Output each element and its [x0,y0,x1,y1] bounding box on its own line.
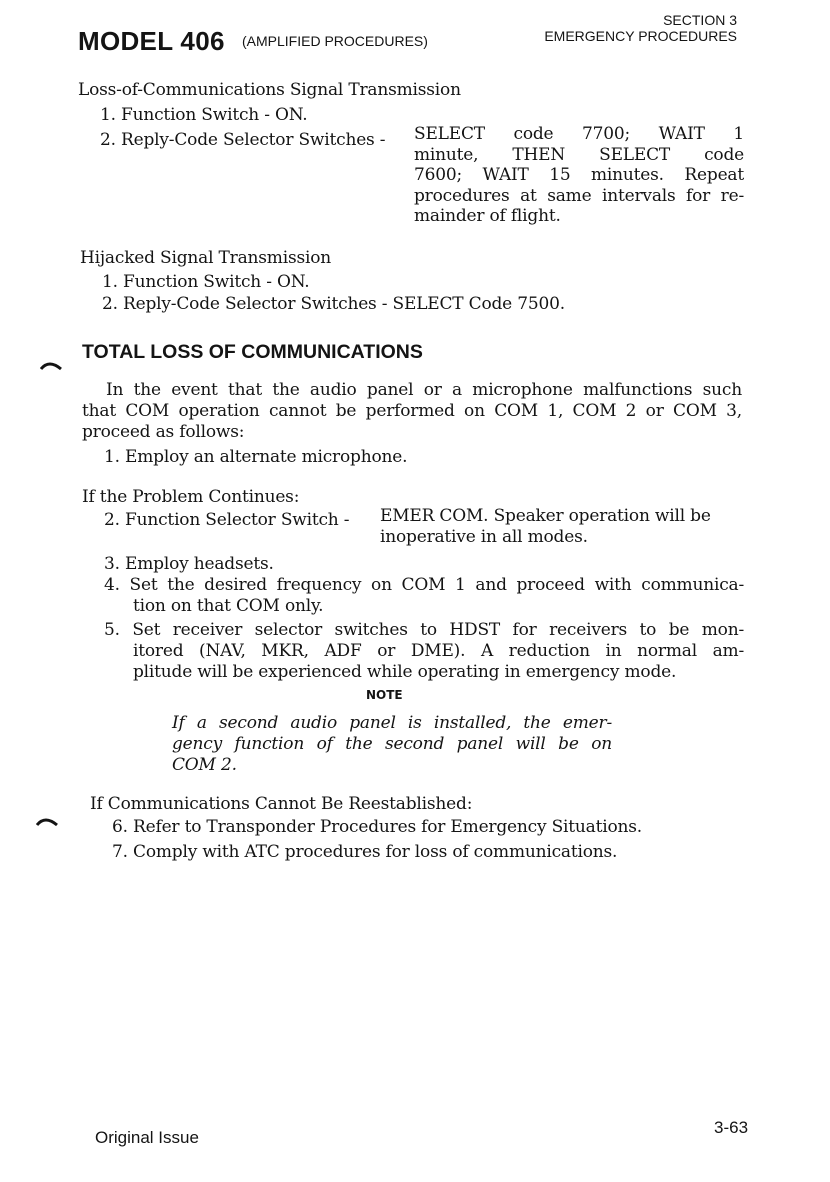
step-5-line: 5. Set receiver selector switches to HDST for receivers to be mon- [104,620,744,640]
total-loss-step-2-label: 2. Function Selector Switch - [104,510,350,530]
intro-line: In the event that the audio panel or a microphone malfunctions such [106,380,742,400]
section-title: EMERGENCY PROCEDURES [544,28,737,44]
loss-signal-step-2-line: procedures at same intervals for re- [414,185,744,206]
note-line: If a second audio panel is installed, the emer- [172,713,612,733]
step-5-line: plitude will be experienced while operating in emergency mode. [133,662,677,682]
page-number: 3-63 [714,1118,749,1137]
section-label [544,12,737,44]
amplified-procedures-label: (AMPLIFIED PROCEDURES) [242,33,428,49]
total-loss-step-5 [104,620,744,683]
total-loss-step-2-line-2: inoperative in all modes. [380,527,588,547]
step-4-line: tion on that COM only. [133,596,324,616]
total-loss-step-3: 3. Employ headsets. [104,554,274,574]
hijack-step-2: 2. Reply-Code Selector Switches - SELECT Code 7500. [102,294,565,314]
hijack-step-1: 1. Function Switch - ON. [102,272,310,292]
footer-issue: Original Issue [95,1128,199,1147]
loss-signal-step-2-line: SELECT code 7700; WAIT 1 [414,124,744,144]
hijack-title: Hijacked Signal Transmission [80,248,332,268]
step-4-line: 4. Set the desired frequency on COM 1 and proceed with communica- [104,575,744,595]
note-label: NOTE [366,688,403,702]
loss-signal-title: Loss-of-Communications Signal Transmission [78,80,461,100]
problem-continues-label: If the Problem Continues: [82,487,300,507]
loss-signal-step-2-line: minute, THEN SELECT code [414,144,744,165]
total-loss-step-6: 6. Refer to Transponder Procedures for Emergency Situations. [112,817,642,837]
revision-mark-icon [36,814,58,828]
loss-signal-step-1: 1. Function Switch - ON. [100,105,308,125]
total-loss-heading: TOTAL LOSS OF COMMUNICATIONS [82,341,423,363]
section-number: SECTION 3 [663,12,737,28]
model-title: MODEL 406 [78,26,225,56]
total-loss-intro [82,380,742,443]
cannot-reestablish-label: If Communications Cannot Be Reestablished: [90,794,473,814]
revision-mark-icon [40,358,62,372]
note-text [172,713,612,776]
intro-line: that COM operation cannot be performed on COM 1, COM 2 or COM 3, [82,401,742,421]
total-loss-step-4 [104,575,744,617]
total-loss-step-1: 1. Employ an alternate microphone. [104,447,408,467]
note-line: gency function of the second panel will be on [172,734,612,754]
loss-signal-step-2-line: mainder of flight. [414,206,561,226]
total-loss-step-7: 7. Comply with ATC procedures for loss of communications. [112,842,618,862]
loss-signal-step-2-line: 7600; WAIT 15 minutes. Repeat [414,165,744,185]
step-5-line: itored (NAV, MKR, ADF or DME). A reduction in normal am- [133,641,744,661]
intro-line: proceed as follows: [82,422,245,442]
loss-signal-step-2-label: 2. Reply-Code Selector Switches - [100,130,386,150]
total-loss-step-2-line-1: EMER COM. Speaker operation will be [380,506,711,526]
loss-signal-step-2-text [414,124,744,227]
note-line: COM 2. [172,755,237,775]
